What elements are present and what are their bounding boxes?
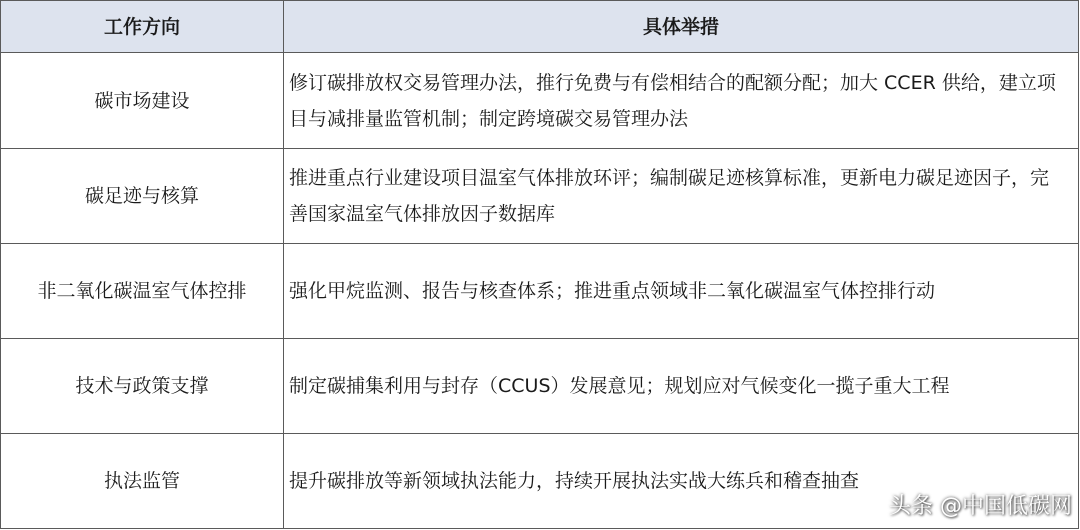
row-measures: 修订碳排放权交易管理办法，推行免费与有偿相结合的配额分配；加大 CCER 供给，建立项目与减排量监管机制；制定跨境碳交易管理办法 bbox=[284, 53, 1078, 149]
row-direction: 技术与政策支撑 bbox=[1, 339, 284, 434]
row-direction: 执法监管 bbox=[1, 434, 284, 528]
header-specific-measures: 具体举措 bbox=[284, 1, 1078, 53]
watermark-text: 头条 @中国低碳网 bbox=[889, 494, 1072, 519]
row-direction: 碳市场建设 bbox=[1, 53, 284, 149]
header-work-direction: 工作方向 bbox=[1, 1, 284, 53]
row-measures: 制定碳捕集利用与封存（CCUS）发展意见；规划应对气候变化一揽子重大工程 bbox=[284, 339, 1078, 434]
row-measures: 提升碳排放等新领域执法能力，持续开展执法实战大练兵和稽查抽查 bbox=[289, 470, 860, 492]
row-direction: 碳足迹与核算 bbox=[1, 149, 284, 244]
row-measures: 强化甲烷监测、报告与核查体系；推进重点领域非二氧化碳温室气体控排行动 bbox=[284, 244, 1078, 339]
watermark bbox=[889, 489, 1072, 520]
row-direction: 非二氧化碳温室气体控排 bbox=[1, 244, 284, 339]
row-measures: 推进重点行业建设项目温室气体排放环评；编制碳足迹核算标准，更新电力碳足迹因子，完善国家温室气体排放因子数据库 bbox=[284, 149, 1078, 244]
